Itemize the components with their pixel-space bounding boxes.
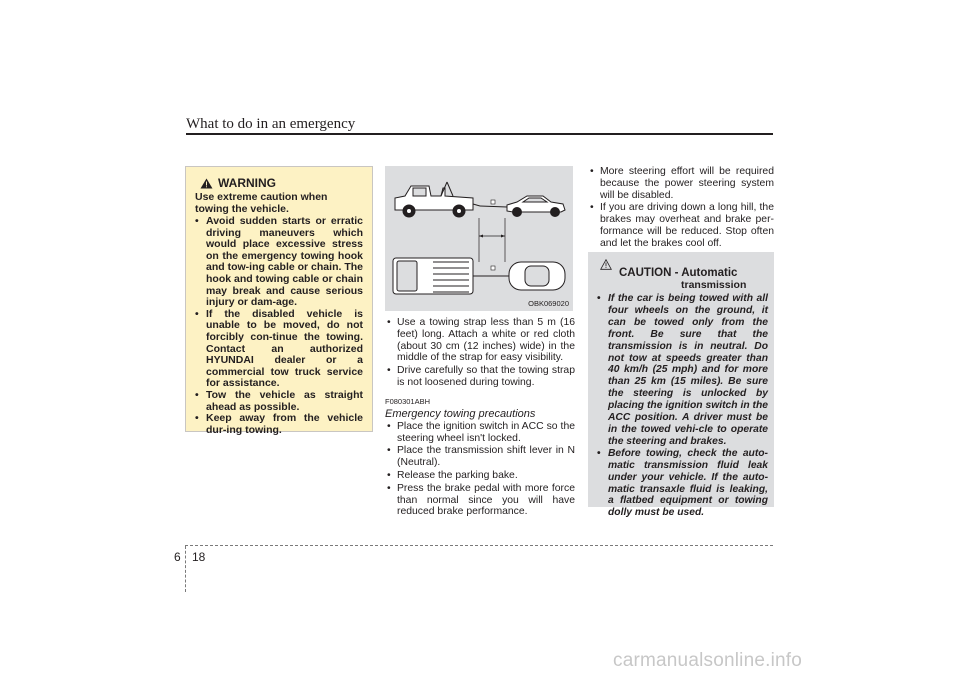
caution-box	[588, 252, 774, 519]
caution-item: • If the car is being towed with all four wheels on the ground, it can be towed only from the front. Be sure that the transmission is in neutral. Do not tow at speeds greater than 40 km/h (25 mph) and for more than 25 km (15 miles). Be sure the steering is unlocked by placing the ignition switch in the ACC position. A driver must be in the towed vehi-cle to operate the steering and brakes.	[597, 293, 768, 448]
section-subheading: Emergency towing precautions	[385, 407, 536, 420]
list-item: • If you are driving down a long hill, the brakes may overheat and brake per-formance will be reduced. Stop often and let the brakes cool off.	[588, 202, 774, 249]
caution-subtitle-b: transmission	[681, 279, 747, 291]
warning-item: • If the disabled vehicle is unable to be moved, do not forcibly con-tinue the towing. Contact an authorized HYUNDAI dealer or a commercial tow truck service for assistance.	[195, 309, 363, 390]
tow-truck-side-view	[395, 182, 480, 217]
warning-list	[195, 216, 363, 436]
caution-subtitle-a: - Automatic	[674, 267, 738, 279]
towed-car-top-view	[509, 262, 565, 290]
towing-illustration	[385, 166, 573, 311]
header-rule	[186, 133, 773, 135]
caution-heading	[597, 259, 768, 291]
list-item: • Place the ignition switch in ACC so the steering wheel isn't locked.	[385, 421, 575, 445]
steering-brakes-column	[588, 166, 774, 251]
list-item: • Drive carefully so that the towing strap is not loosened during towing.	[385, 365, 575, 389]
list-item: • Place the transmission shift lever in N (Neutral).	[385, 445, 575, 469]
towed-car-side-view	[507, 196, 565, 217]
caution-title: CAUTION	[619, 267, 672, 279]
warning-box	[185, 166, 373, 436]
list-item: • Release the parking bake.	[385, 470, 575, 482]
caution-list	[597, 293, 768, 519]
page-number: 18	[192, 550, 206, 564]
caution-item: • Before towing, check the auto-matic transmission fluid leak under your vehicle. If the auto-matic transaxle fluid is leaking, a flatbed equipment or towing dolly must be used.	[597, 448, 768, 519]
caution-triangle-icon	[600, 259, 612, 270]
warning-title: WARNING	[218, 176, 276, 190]
warning-item: • Tow the vehicle as straight ahead as possible.	[195, 390, 363, 413]
list-item: • Use a towing strap less than 5 m (16 feet) long. Attach a white or red cloth (about 30 cm (12 inches) wide) in the middle of the strap for easy visibility.	[385, 317, 575, 364]
list-item: • More steering effort will be required because the power steering system will be disabled.	[588, 166, 774, 201]
warning-intro: Use extreme caution when towing the vehicle.	[195, 191, 328, 215]
figure-code: OBK069020	[528, 299, 569, 308]
steering-brakes-list	[588, 166, 774, 250]
tow-truck-top-view	[393, 258, 473, 294]
watermark-text: carmanualsonline.info	[613, 650, 803, 671]
towing-strap-list	[385, 317, 575, 389]
page-header-title: What to do in an emergency	[186, 116, 356, 132]
footer-rule	[185, 545, 773, 546]
caution-title-block	[619, 267, 746, 291]
warning-item: • Keep away from the vehicle dur-ing towing.	[195, 413, 363, 436]
list-item: • Press the brake pedal with more force than normal since you will have reduced brake performance.	[385, 483, 575, 518]
warning-heading	[195, 176, 363, 190]
towing-instructions-column	[385, 317, 575, 519]
warning-triangle-icon	[200, 178, 213, 189]
precautions-list	[385, 421, 575, 518]
chapter-number: 6	[174, 550, 181, 564]
towing-diagram	[385, 166, 573, 311]
section-code: F080301ABH	[385, 396, 431, 406]
warning-item: • Avoid sudden starts or erratic driving maneuvers which would place excessive stress on the emergency towing hook and tow-ing cable or chain. The hook and towing cable or chain may break and cause serious injury or dam-age.	[195, 216, 363, 309]
